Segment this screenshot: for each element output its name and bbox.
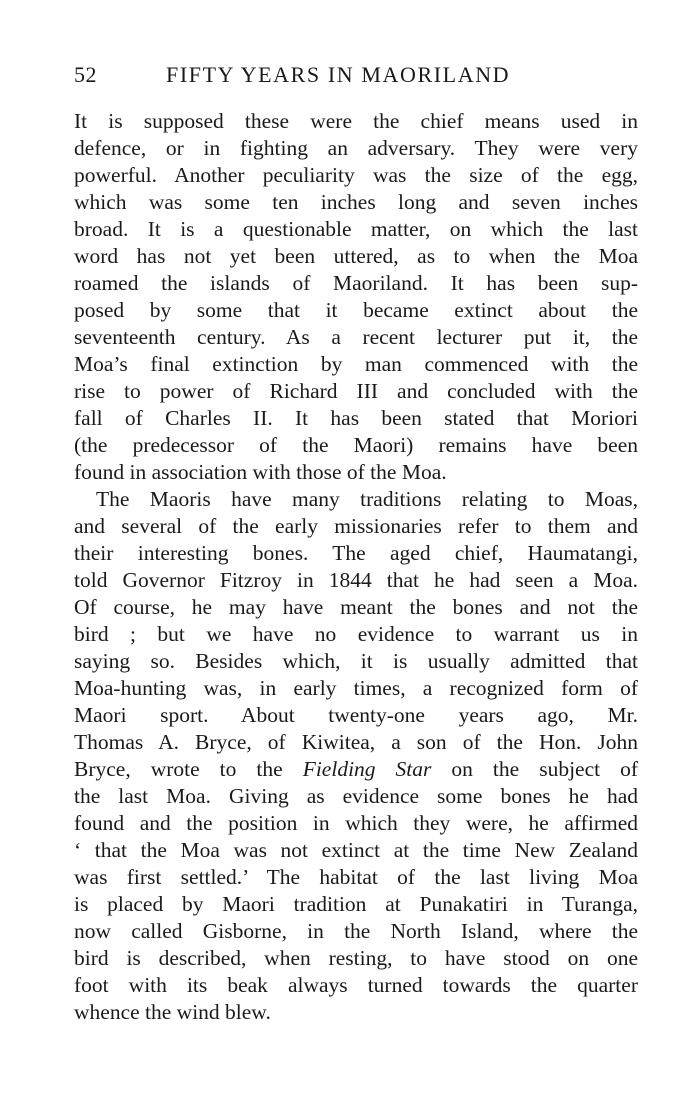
text-segment: on the subject of xyxy=(451,757,639,781)
book-title: FIFTY YEARS IN MAORILAND xyxy=(166,62,511,87)
text-line: Maori sport. About twenty-one years ago, Mr. xyxy=(74,703,638,727)
text-line: roamed the islands of Maoriland. It has been sup- xyxy=(74,271,638,295)
body-text xyxy=(74,108,638,1026)
text-line-with-title xyxy=(74,756,638,783)
text-line: is placed by Maori tradition at Punakatiri in Turanga, xyxy=(74,892,638,916)
text-line: powerful. Another peculiarity was the size of the egg, xyxy=(74,163,638,187)
text-line: ‘ that the Moa was not extinct at the time New Zealand xyxy=(74,838,638,862)
text-line: Of course, he may have meant the bones and not the xyxy=(74,595,638,619)
newspaper-title: Fielding Star xyxy=(302,757,432,781)
text-line: told Governor Fitzroy in 1844 that he had seen a Moa. xyxy=(74,568,638,592)
text-line: bird is described, when resting, to have stood on one xyxy=(74,946,638,970)
text-line: fall of Charles II. It has been stated that Moriori xyxy=(74,406,638,430)
text-line: It is supposed these were the chief means used in xyxy=(74,109,638,133)
text-line: and several of the early missionaries refer to them and xyxy=(74,514,638,538)
text-line: broad. It is a questionable matter, on which the last xyxy=(74,217,638,241)
text-line: whence the wind blew. xyxy=(74,1000,271,1024)
text-line: rise to power of Richard III and concluded with the xyxy=(74,379,638,403)
text-line: posed by some that it became extinct about the xyxy=(74,298,638,322)
text-line: seventeenth century. As a recent lecturer put it, the xyxy=(74,325,638,349)
text-line: Thomas A. Bryce, of Kiwitea, a son of the Hon. John xyxy=(74,730,638,754)
text-line: saying so. Besides which, it is usually admitted that xyxy=(74,649,638,673)
text-line: found in association with those of the Moa. xyxy=(74,460,447,484)
text-line: the last Moa. Giving as evidence some bones he had xyxy=(74,784,638,808)
text-line: foot with its beak always turned towards the quarter xyxy=(74,973,638,997)
text-line: Moa-hunting was, in early times, a recognized form of xyxy=(74,676,638,700)
text-line: bird ; but we have no evidence to warrant us in xyxy=(74,622,638,646)
text-line: (the predecessor of the Maori) remains have been xyxy=(74,433,638,457)
text-line: Moa’s final extinction by man commenced with the xyxy=(74,352,638,376)
page-number: 52 xyxy=(74,62,97,87)
text-line: The Maoris have many traditions relating to Moas, xyxy=(96,487,638,511)
running-head xyxy=(74,62,636,92)
text-line: was first settled.’ The habitat of the last living Moa xyxy=(74,865,638,889)
text-line: now called Gisborne, in the North Island, where the xyxy=(74,919,638,943)
text-line: which was some ten inches long and seven inches xyxy=(74,190,638,214)
text-line: defence, or in fighting an adversary. They were very xyxy=(74,136,638,160)
text-line: found and the position in which they were, he affirmed xyxy=(74,811,638,835)
text-segment: Bryce, wrote to the xyxy=(74,757,283,781)
text-line: their interesting bones. The aged chief, Haumatangi, xyxy=(74,541,638,565)
text-line: word has not yet been uttered, as to when the Moa xyxy=(74,244,638,268)
